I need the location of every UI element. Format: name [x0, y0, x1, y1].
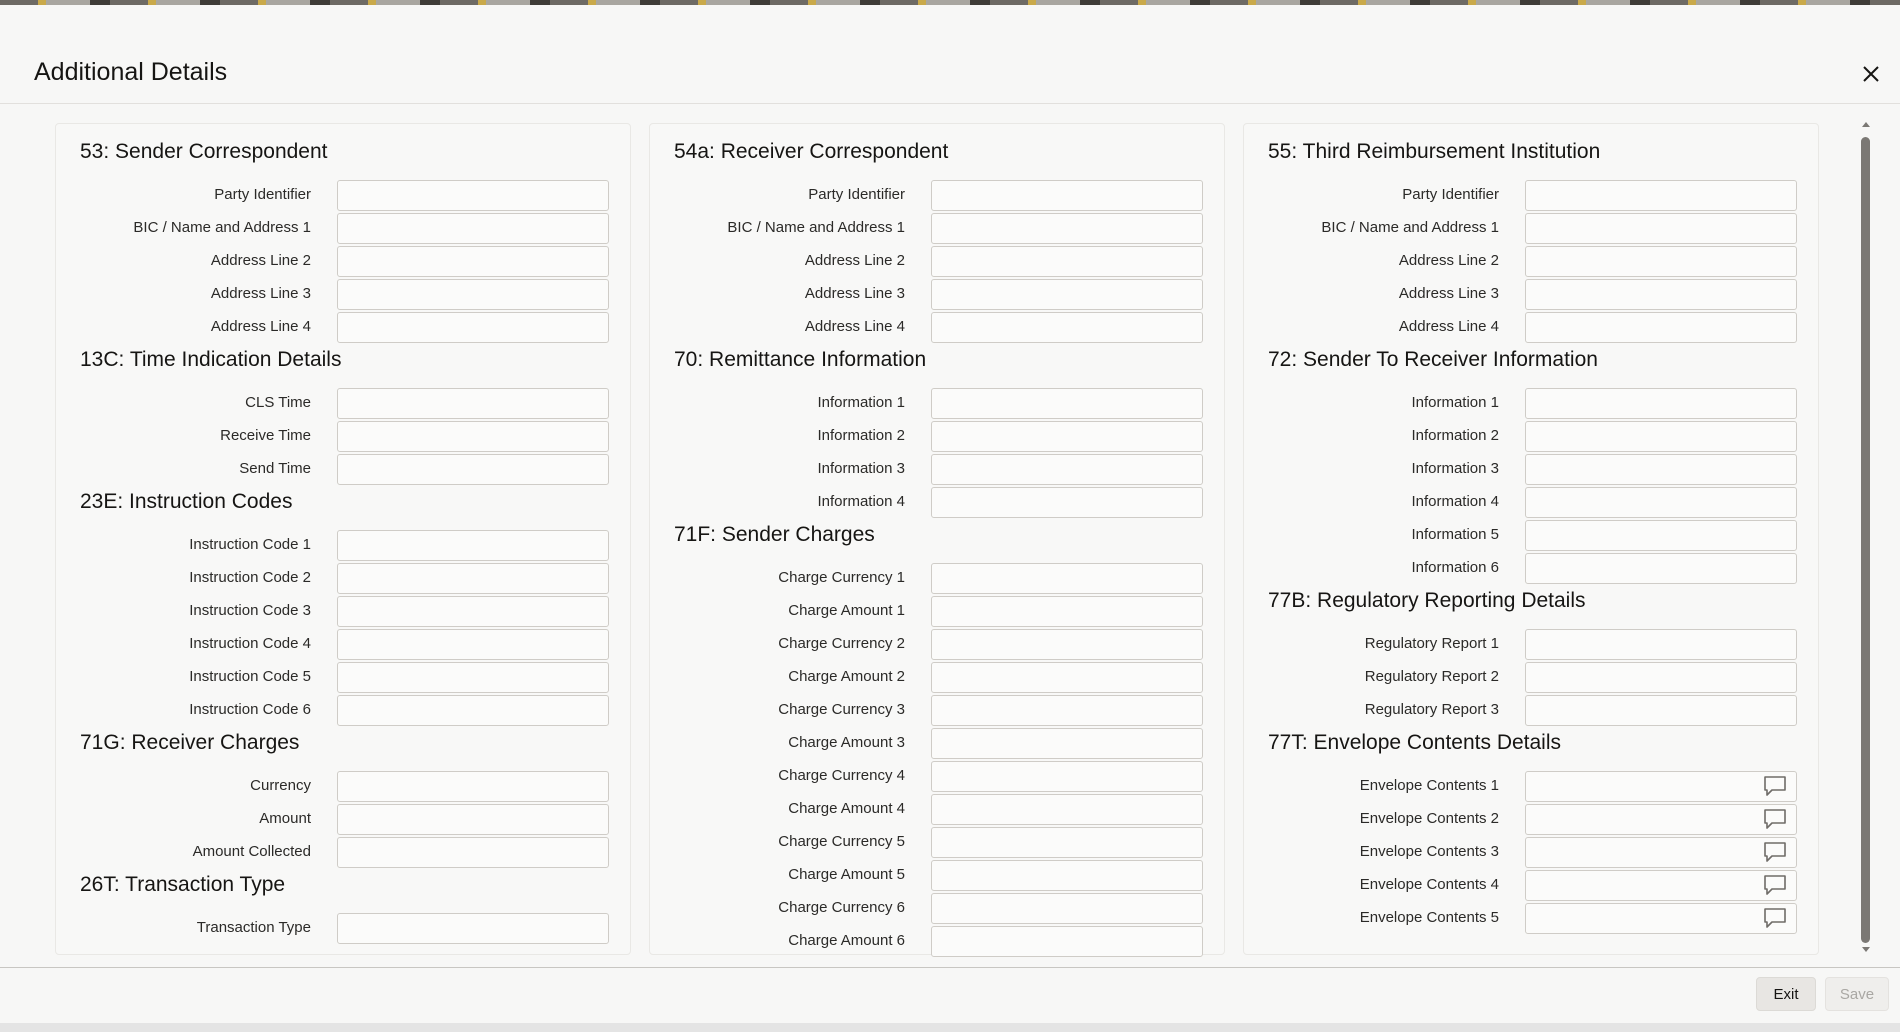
field-label: Information 3	[1411, 460, 1499, 477]
bic-name-and-address-1-input[interactable]	[1525, 213, 1797, 244]
address-line-4-input[interactable]	[337, 312, 609, 343]
charge-currency-1-input[interactable]	[931, 563, 1203, 594]
instruction-code-2-input[interactable]	[337, 563, 609, 594]
information-5-input[interactable]	[1525, 520, 1797, 551]
field-label: Envelope Contents 2	[1359, 810, 1499, 827]
title-divider	[0, 103, 1900, 104]
section-title: 26T: Transaction Type	[80, 873, 286, 896]
information-2-input[interactable]	[931, 421, 1203, 452]
field-label: Address Line 2	[210, 252, 311, 269]
charge-amount-5-input[interactable]	[931, 860, 1203, 891]
additional-details-dialog	[0, 5, 1900, 1023]
address-line-4-input[interactable]	[931, 312, 1203, 343]
envelope-contents-3-input[interactable]	[1525, 837, 1797, 868]
column-right	[1243, 123, 1819, 955]
field-label: Charge Amount 5	[788, 866, 905, 883]
field-label: Address Line 4	[1398, 318, 1499, 335]
charge-currency-5-input[interactable]	[931, 827, 1203, 858]
comment-icon[interactable]	[1763, 874, 1787, 896]
close-button[interactable]	[1856, 59, 1886, 89]
charge-currency-4-input[interactable]	[931, 761, 1203, 792]
amount-input[interactable]	[337, 804, 609, 835]
envelope-contents-4-input[interactable]	[1525, 870, 1797, 901]
column-left	[55, 123, 631, 955]
field-label: Charge Amount 4	[788, 800, 905, 817]
party-identifier-input[interactable]	[337, 180, 609, 211]
field-label: Information 3	[817, 460, 905, 477]
currency-input[interactable]	[337, 771, 609, 802]
field-label: Regulatory Report 2	[1364, 668, 1499, 685]
charge-amount-6-input[interactable]	[931, 926, 1203, 957]
field-label: Address Line 3	[1398, 285, 1499, 302]
field-label: Receive Time	[220, 427, 311, 444]
field-label: Regulatory Report 1	[1364, 635, 1499, 652]
regulatory-report-3-input[interactable]	[1525, 695, 1797, 726]
instruction-code-4-input[interactable]	[337, 629, 609, 660]
information-2-input[interactable]	[1525, 421, 1797, 452]
save-button[interactable]: Save	[1825, 977, 1889, 1011]
information-4-input[interactable]	[931, 487, 1203, 518]
field-label: Envelope Contents 1	[1359, 777, 1499, 794]
section-title: 77B: Regulatory Reporting Details	[1268, 589, 1586, 612]
dialog-body	[0, 115, 1900, 961]
send-time-input[interactable]	[337, 454, 609, 485]
field-label: Envelope Contents 5	[1359, 909, 1499, 926]
field-label: Instruction Code 6	[189, 701, 311, 718]
field-label: Address Line 3	[804, 285, 905, 302]
charge-currency-6-input[interactable]	[931, 893, 1203, 924]
address-line-2-input[interactable]	[337, 246, 609, 277]
field-label: Party Identifier	[1402, 186, 1499, 203]
dialog-title: Additional Details	[34, 58, 228, 86]
field-label: Amount Collected	[192, 843, 311, 860]
address-line-3-input[interactable]	[931, 279, 1203, 310]
comment-icon[interactable]	[1763, 841, 1787, 863]
field-label: BIC / Name and Address 1	[727, 219, 905, 236]
field-label: Envelope Contents 4	[1359, 876, 1499, 893]
field-label: Charge Currency 1	[778, 569, 905, 586]
close-icon	[1862, 65, 1880, 83]
section-title: 77T: Envelope Contents Details	[1268, 731, 1562, 754]
information-3-input[interactable]	[931, 454, 1203, 485]
field-label: Information 4	[1411, 493, 1499, 510]
field-label: Information 5	[1411, 526, 1499, 543]
instruction-code-3-input[interactable]	[337, 596, 609, 627]
bottom-strip	[0, 1023, 1900, 1032]
field-label: Address Line 2	[1398, 252, 1499, 269]
scroll-down-arrow-icon[interactable]	[1860, 947, 1871, 955]
field-label: Address Line 4	[804, 318, 905, 335]
instruction-code-5-input[interactable]	[337, 662, 609, 693]
field-label: Charge Currency 3	[778, 701, 905, 718]
amount-collected-input[interactable]	[337, 837, 609, 868]
vertical-scrollbar[interactable]	[1860, 129, 1871, 951]
field-label: Information 6	[1411, 559, 1499, 576]
scrollbar-thumb[interactable]	[1861, 137, 1870, 943]
field-label: Currency	[250, 777, 311, 794]
instruction-code-1-input[interactable]	[337, 530, 609, 561]
field-label: Address Line 4	[210, 318, 311, 335]
field-label: Charge Amount 3	[788, 734, 905, 751]
field-label: Transaction Type	[196, 919, 311, 936]
section-title: 13C: Time Indication Details	[80, 348, 342, 371]
receive-time-input[interactable]	[337, 421, 609, 452]
field-label: Address Line 2	[804, 252, 905, 269]
address-line-4-input[interactable]	[1525, 312, 1797, 343]
information-6-input[interactable]	[1525, 553, 1797, 584]
section-title: 70: Remittance Information	[674, 348, 927, 371]
field-label: CLS Time	[245, 394, 311, 411]
information-3-input[interactable]	[1525, 454, 1797, 485]
bic-name-and-address-1-input[interactable]	[337, 213, 609, 244]
scroll-up-arrow-icon[interactable]	[1860, 121, 1871, 129]
bic-name-and-address-1-input[interactable]	[931, 213, 1203, 244]
charge-amount-3-input[interactable]	[931, 728, 1203, 759]
comment-icon[interactable]	[1763, 808, 1787, 830]
party-identifier-input[interactable]	[931, 180, 1203, 211]
section-title: 72: Sender To Receiver Information	[1268, 348, 1598, 371]
regulatory-report-1-input[interactable]	[1525, 629, 1797, 660]
field-label: Instruction Code 3	[189, 602, 311, 619]
field-label: Amount	[259, 810, 311, 827]
field-label: Charge Amount 6	[788, 932, 905, 949]
field-label: Send Time	[239, 460, 311, 477]
section-title: 54a: Receiver Correspondent	[674, 140, 949, 163]
field-label: Instruction Code 4	[189, 635, 311, 652]
cls-time-input[interactable]	[337, 388, 609, 419]
comment-icon[interactable]	[1763, 907, 1787, 929]
information-1-input[interactable]	[931, 388, 1203, 419]
field-label: Party Identifier	[214, 186, 311, 203]
section-title: 23E: Instruction Codes	[80, 490, 293, 513]
address-line-2-input[interactable]	[931, 246, 1203, 277]
column-middle	[649, 123, 1225, 955]
field-label: Charge Currency 4	[778, 767, 905, 784]
field-label: BIC / Name and Address 1	[1321, 219, 1499, 236]
field-label: Address Line 3	[210, 285, 311, 302]
section-title: 71F: Sender Charges	[674, 523, 875, 546]
comment-icon[interactable]	[1763, 775, 1787, 797]
instruction-code-6-input[interactable]	[337, 695, 609, 726]
charge-amount-2-input[interactable]	[931, 662, 1203, 693]
field-label: Charge Currency 2	[778, 635, 905, 652]
field-label: Charge Amount 2	[788, 668, 905, 685]
field-label: Instruction Code 2	[189, 569, 311, 586]
field-label: Envelope Contents 3	[1359, 843, 1499, 860]
section-title: 55: Third Reimbursement Institution	[1268, 140, 1601, 163]
charge-currency-2-input[interactable]	[931, 629, 1203, 660]
envelope-contents-1-input[interactable]	[1525, 771, 1797, 802]
field-label: Instruction Code 5	[189, 668, 311, 685]
field-label: Regulatory Report 3	[1364, 701, 1499, 718]
field-label: Charge Amount 1	[788, 602, 905, 619]
transaction-type-input[interactable]	[337, 913, 609, 944]
field-label: Charge Currency 5	[778, 833, 905, 850]
information-4-input[interactable]	[1525, 487, 1797, 518]
exit-button[interactable]: Exit	[1756, 977, 1816, 1011]
regulatory-report-2-input[interactable]	[1525, 662, 1797, 693]
section-title: 71G: Receiver Charges	[80, 731, 300, 754]
field-label: Information 1	[817, 394, 905, 411]
envelope-contents-5-input[interactable]	[1525, 903, 1797, 934]
charge-amount-4-input[interactable]	[931, 794, 1203, 825]
address-line-2-input[interactable]	[1525, 246, 1797, 277]
footer-divider	[0, 967, 1900, 968]
field-label: BIC / Name and Address 1	[133, 219, 311, 236]
field-label: Information 2	[1411, 427, 1499, 444]
address-line-3-input[interactable]	[1525, 279, 1797, 310]
section-title: 53: Sender Correspondent	[80, 140, 328, 163]
field-label: Information 1	[1411, 394, 1499, 411]
information-1-input[interactable]	[1525, 388, 1797, 419]
party-identifier-input[interactable]	[1525, 180, 1797, 211]
charge-amount-1-input[interactable]	[931, 596, 1203, 627]
envelope-contents-2-input[interactable]	[1525, 804, 1797, 835]
field-label: Party Identifier	[808, 186, 905, 203]
field-label: Information 4	[817, 493, 905, 510]
field-label: Instruction Code 1	[189, 536, 311, 553]
address-line-3-input[interactable]	[337, 279, 609, 310]
field-label: Information 2	[817, 427, 905, 444]
field-label: Charge Currency 6	[778, 899, 905, 916]
charge-currency-3-input[interactable]	[931, 695, 1203, 726]
